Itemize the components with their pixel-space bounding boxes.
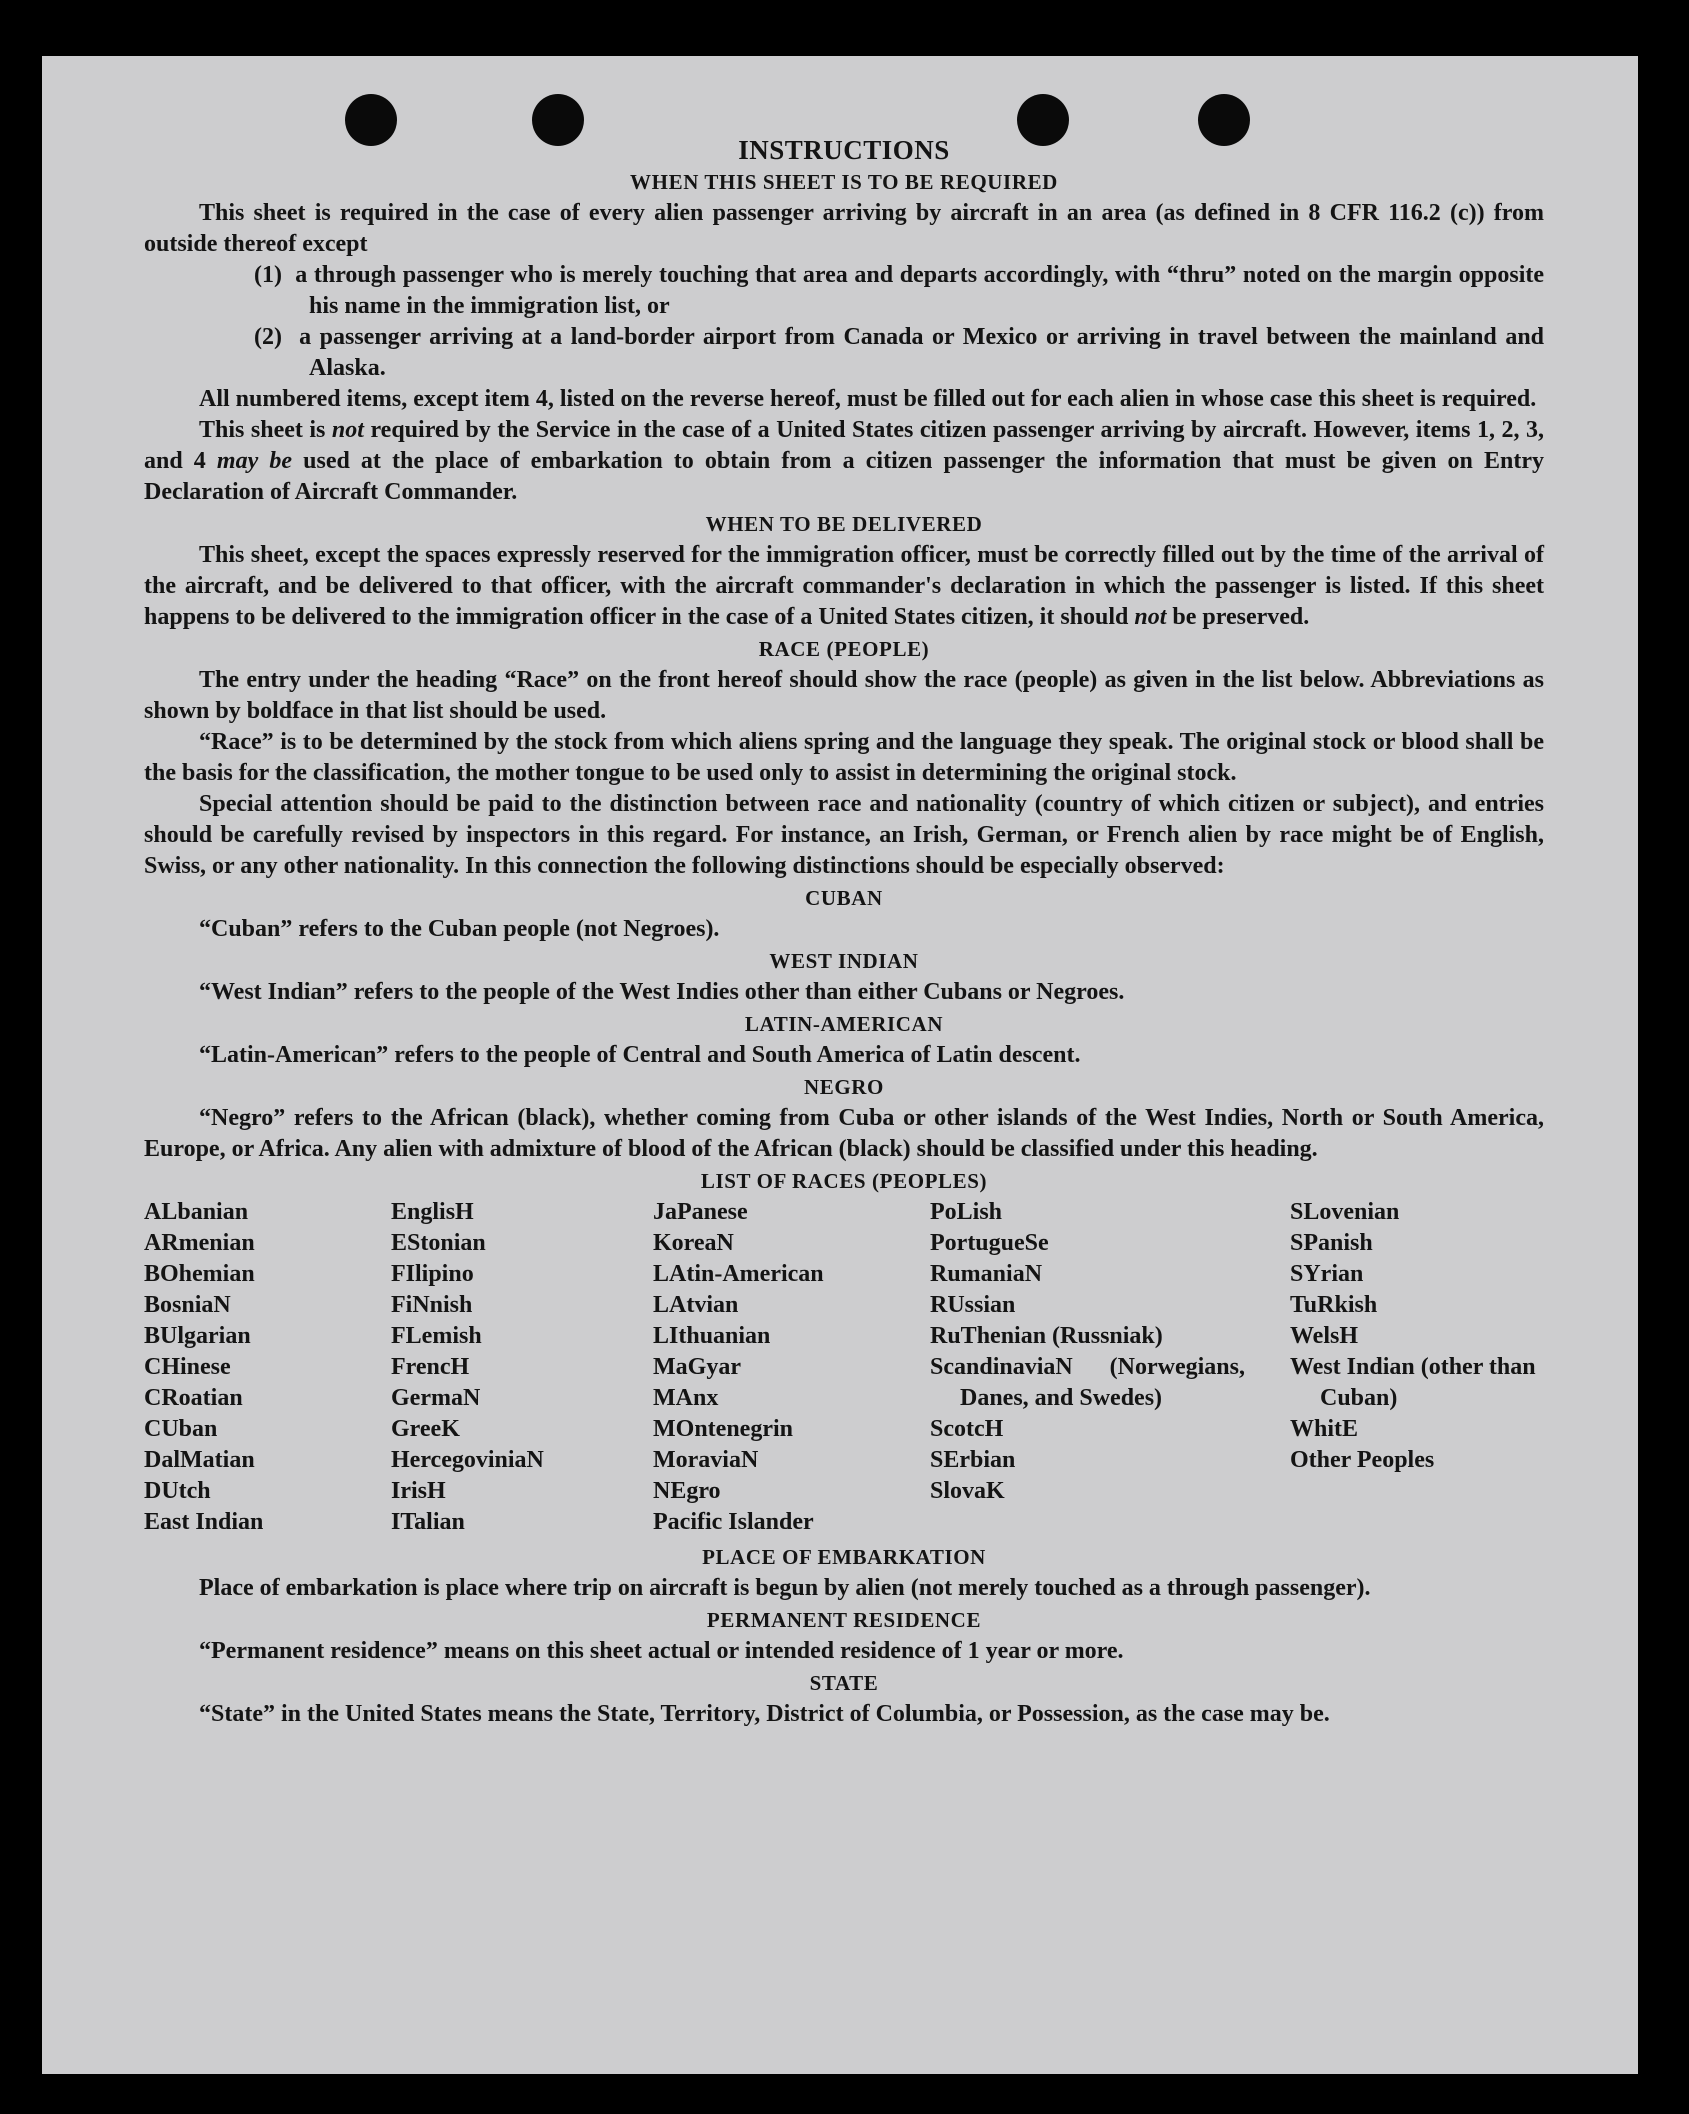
- race-entry: GreeK: [391, 1416, 460, 1442]
- numbered-items-paragraph: All numbered items, except item 4, listed on the reverse hereof, must be filled out for each alien in whose case this sheet is required.: [199, 386, 1537, 412]
- delivered-text-b: be preserved.: [1166, 604, 1310, 630]
- race-entry: JaPanese: [653, 1199, 748, 1225]
- exception-2-num: (2): [254, 324, 282, 350]
- race-entry: West Indian (other than Cuban): [1290, 1354, 1536, 1411]
- cuban-heading: CUBAN: [805, 886, 883, 910]
- race-heading: RACE (PEOPLE): [758, 637, 930, 661]
- race-column-2: [391, 1197, 653, 1538]
- negro-text: “Negro” refers to the African (black), whether coming from Cuba or other islands of the West Indies, North or South America, Europe, or Africa. Any alien with admixture of blood of the African (black) should be classified under this heading.: [144, 1105, 1544, 1162]
- race-entry: FIlipino: [391, 1261, 474, 1287]
- page-title: INSTRUCTIONS: [738, 135, 950, 165]
- state-heading: STATE: [809, 1671, 879, 1695]
- delivered-paragraph: [144, 540, 1544, 633]
- race-list: [144, 1197, 1544, 1538]
- west-indian-text: “West Indian” refers to the people of the West Indies other than either Cubans or Negroes.: [199, 979, 1125, 1005]
- state-text: “State” in the United States means the State, Territory, District of Columbia, or Possession, as the case may be.: [199, 1701, 1330, 1727]
- race-entry: PortugueSe: [930, 1230, 1049, 1256]
- race-entry: ScandinaviaN (Norwegians, Danes, and Swedes): [930, 1354, 1245, 1411]
- west-indian-heading: WEST INDIAN: [769, 949, 919, 973]
- exception-1-num: (1): [254, 262, 282, 288]
- race-entry: GermaN: [391, 1385, 481, 1411]
- race-entry: Other Peoples: [1290, 1447, 1435, 1473]
- race-entry: East Indian: [144, 1509, 264, 1535]
- race-entry: DalMatian: [144, 1447, 255, 1473]
- race-entry: LIthuanian: [653, 1323, 771, 1349]
- race-entry: RumaniaN: [930, 1261, 1043, 1287]
- race-entry: BOhemian: [144, 1261, 255, 1287]
- race-entry: SPanish: [1290, 1230, 1373, 1256]
- citizen-text-c: used at the place of embarkation to obtain from a citizen passenger the information that must be given on Entry Declaration of Aircraft Commander.: [144, 448, 1544, 505]
- race-entry: FiNnish: [391, 1292, 473, 1318]
- race-paragraph-1: The entry under the heading “Race” on the front hereof should show the race (people) as given in the list below. Abbreviations as shown by boldface in that list should be used.: [144, 667, 1544, 724]
- race-entry: PoLish: [930, 1199, 1003, 1225]
- citizen-paragraph: [144, 415, 1544, 508]
- race-entry: SLovenian: [1290, 1199, 1400, 1225]
- race-entry: BosniaN: [144, 1292, 231, 1318]
- race-entry: HercegoviniaN: [391, 1447, 544, 1473]
- race-entry: CRoatian: [144, 1385, 243, 1411]
- race-paragraph-3: Special attention should be paid to the distinction between race and nationality (country of which citizen or subject), and entries should be carefully revised by inspectors in this regard. For instance, an Irish, German, or French alien by race might be of English, Swiss, or any other nationality. In this connection the following distinctions should be especially observed:: [144, 791, 1544, 879]
- embarkation-text: Place of embarkation is place where trip on aircraft is begun by alien (not merely touched as a through passenger).: [199, 1575, 1371, 1601]
- race-entry: KoreaN: [653, 1230, 734, 1256]
- race-entry: ITalian: [391, 1509, 465, 1535]
- race-entry: EStonian: [391, 1230, 486, 1256]
- race-entry: Pacific Islander: [653, 1509, 814, 1535]
- race-entry: SErbian: [930, 1447, 1016, 1473]
- race-entry: NEgro: [653, 1478, 721, 1504]
- race-entry: LAtvian: [653, 1292, 739, 1318]
- race-entry: RUssian: [930, 1292, 1016, 1318]
- race-entry: WelsH: [1290, 1323, 1359, 1349]
- when-required-intro: This sheet is required in the case of every alien passenger arriving by aircraft in an area (as defined in 8 CFR 116.2 (c)) from outside thereof except: [144, 200, 1544, 257]
- exception-2: [144, 322, 1544, 384]
- exception-1: [144, 260, 1544, 322]
- latin-american-heading: LATIN-AMERICAN: [744, 1012, 944, 1036]
- race-column-3: [653, 1197, 930, 1538]
- list-of-races-heading: LIST OF RACES (PEOPLES): [700, 1169, 988, 1193]
- race-entry: CUban: [144, 1416, 218, 1442]
- race-entry: EnglisH: [391, 1199, 474, 1225]
- race-entry: ALbanian: [144, 1199, 249, 1225]
- race-paragraph-2: “Race” is to be determined by the stock from which aliens spring and the language they speak. The original stock or blood shall be the basis for the classification, the mother tongue to be used only to assist in determining the original stock.: [144, 729, 1544, 786]
- race-entry: MOntenegrin: [653, 1416, 793, 1442]
- citizen-text-a: This sheet is: [199, 417, 332, 443]
- delivered-text-a: This sheet, except the spaces expressly reserved for the immigration officer, must be correctly filled out by the time of the arrival of the aircraft, and be delivered to that officer, with the aircraft commander's declaration in which the passenger is listed. If this sheet happens to be delivered to the immigration officer in the case of a United States citizen, it should: [144, 542, 1544, 630]
- race-entry: BUlgarian: [144, 1323, 251, 1349]
- race-entry: MaGyar: [653, 1354, 741, 1380]
- exception-2-text: a passenger arriving at a land-border airport from Canada or Mexico or arriving in travel between the mainland and Alaska.: [299, 324, 1545, 381]
- race-entry: DUtch: [144, 1478, 211, 1504]
- race-entry: WhitE: [1290, 1416, 1359, 1442]
- embarkation-heading: PLACE OF EMBARKATION: [702, 1545, 986, 1569]
- citizen-may-be: may be: [216, 448, 293, 474]
- citizen-text-b: required by the Service in the case of a United States citizen passenger arriving by aircraft. However, items 1, 2, 3, and 4: [144, 417, 1545, 474]
- latin-american-text: “Latin-American” refers to the people of Central and South America of Latin descent.: [199, 1042, 1081, 1068]
- race-entry: LAtin-American: [653, 1261, 824, 1287]
- delivered-not: not: [1134, 604, 1167, 630]
- race-column-1: [144, 1197, 391, 1538]
- when-required-heading: WHEN THIS SHEET IS TO BE REQUIRED: [630, 170, 1058, 194]
- race-entry: TuRkish: [1290, 1292, 1378, 1318]
- race-entry: ARmenian: [144, 1230, 255, 1256]
- race-entry: SlovaK: [930, 1478, 1005, 1504]
- race-entry: MAnx: [653, 1385, 719, 1411]
- cuban-text: “Cuban” refers to the Cuban people (not Negroes).: [199, 916, 720, 942]
- race-entry: IrisH: [391, 1478, 446, 1504]
- race-column-4: [930, 1197, 1290, 1538]
- negro-heading: NEGRO: [803, 1075, 884, 1099]
- instructions-text: [144, 135, 1544, 1730]
- race-entry: RuThenian (Russniak): [930, 1323, 1163, 1349]
- race-entry: FLemish: [391, 1323, 482, 1349]
- race-entry: FrencH: [391, 1354, 470, 1380]
- race-entry: MoraviaN: [653, 1447, 759, 1473]
- citizen-not: not: [331, 417, 364, 443]
- race-column-5: [1290, 1197, 1544, 1538]
- permanent-residence-heading: PERMANENT RESIDENCE: [706, 1608, 982, 1632]
- exception-1-text: a through passenger who is merely touching that area and departs accordingly, with “thru” noted on the margin opposite his name in the immigration list, or: [295, 262, 1545, 319]
- race-entry: SYrian: [1290, 1261, 1364, 1287]
- permanent-residence-text: “Permanent residence” means on this sheet actual or intended residence of 1 year or more.: [199, 1638, 1124, 1664]
- race-entry: CHinese: [144, 1354, 231, 1380]
- delivered-heading: WHEN TO BE DELIVERED: [705, 512, 983, 536]
- race-entry: ScotcH: [930, 1416, 1004, 1442]
